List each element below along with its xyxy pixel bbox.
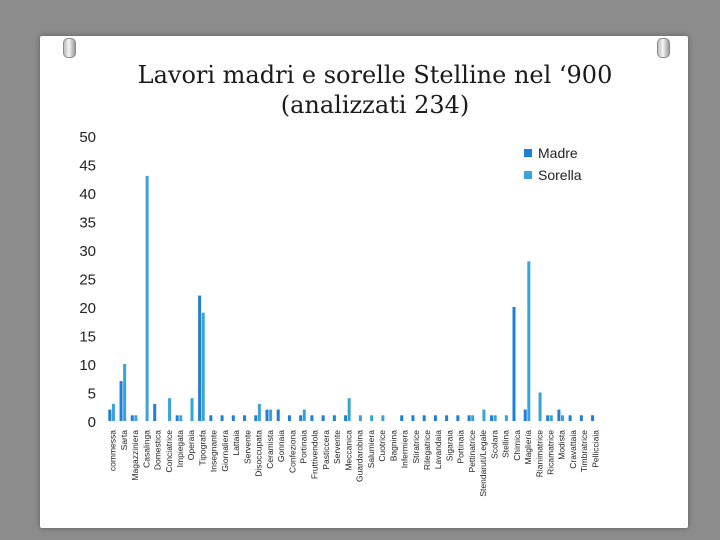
bar-madre-41 [557, 410, 560, 421]
chart-title-line1: Lavori madri e sorelle Stelline nel ‘900 [137, 61, 613, 89]
bar-sorella-15 [269, 410, 272, 421]
x-tick-label: Rianimatrice [534, 430, 545, 478]
x-tick-label: Confeziona [287, 430, 298, 474]
bar-sorella-18 [303, 410, 306, 421]
x-tick-label: Modista [556, 430, 567, 460]
bar-sorella-3 [134, 415, 137, 421]
x-tick-label: Ceramista [264, 430, 275, 469]
bar-madre-31 [445, 415, 448, 421]
bar-madre-28 [411, 415, 414, 421]
bar-madre-11 [221, 415, 224, 421]
bar-madre-20 [322, 415, 325, 421]
x-tick-label: Fruttivendola [309, 430, 320, 480]
legend-label-madre: Madre [538, 145, 578, 161]
bar-sorella-33 [471, 415, 474, 421]
legend-swatch-sorella [524, 171, 532, 179]
bar-madre-2 [120, 381, 123, 421]
y-tick-label: 30 [79, 243, 96, 260]
bar-madre-16 [277, 410, 280, 421]
x-tick-label: Cravattaia [567, 430, 578, 469]
x-tick-label: Casalinga [141, 430, 152, 468]
bar-sorella-35 [494, 415, 497, 421]
x-tick-label: Maglieria [523, 430, 534, 465]
y-tick-label: 15 [79, 328, 96, 346]
y-tick-label: 45 [79, 157, 96, 175]
bar-sorella-1 [112, 404, 115, 421]
bar-madre-17 [288, 415, 291, 421]
x-tick-label: Disoccupata [253, 430, 264, 477]
bar-sorella-36 [505, 415, 508, 421]
x-tick-label: Domestica [152, 430, 163, 471]
bar-sorella-6 [168, 398, 171, 421]
bar-madre-37 [512, 307, 515, 421]
bar-sorella-9 [202, 313, 205, 421]
bar-madre-30 [434, 415, 437, 421]
bar-sorella-39 [539, 393, 542, 422]
x-tick-label: Tipografa [197, 430, 208, 466]
x-tick-label: Timbratrice [579, 430, 590, 473]
bar-madre-35 [490, 415, 493, 421]
x-tick-label: Giornaliera [219, 430, 230, 472]
bar-sorella-23 [359, 415, 362, 421]
x-tick-label: Insegnante [208, 430, 219, 473]
bar-madre-44 [591, 415, 594, 421]
y-tick-label: 50 [79, 129, 96, 146]
bar-madre-32 [456, 415, 459, 421]
bar-madre-7 [176, 415, 179, 421]
bar-madre-18 [299, 415, 302, 421]
bar-madre-9 [198, 296, 201, 421]
x-tick-label: Scolara [489, 430, 500, 459]
bar-madre-27 [400, 415, 403, 421]
bar-madre-40 [546, 415, 549, 421]
bar-sorella-8 [191, 398, 194, 421]
bar-madre-5 [153, 404, 156, 421]
x-tick-label: Pellicciaia [590, 430, 601, 468]
x-tick-label: Impiegata [174, 430, 185, 468]
x-tick-label: Pettinatrice [466, 430, 477, 473]
bar-madre-19 [310, 415, 313, 421]
x-tick-label: Meccanica [343, 430, 354, 471]
y-tick-label: 25 [79, 271, 96, 289]
x-tick-label: Portinaia [455, 430, 466, 464]
bar-madre-42 [569, 415, 572, 421]
x-tick-label: Chimica [511, 430, 522, 461]
y-tick-label: 20 [79, 300, 96, 317]
bar-sorella-22 [348, 398, 351, 421]
legend-swatch-madre [524, 149, 532, 157]
bar-madre-13 [243, 415, 246, 421]
bar-madre-10 [209, 415, 212, 421]
x-tick-label: Operaia [186, 430, 197, 461]
y-tick-label: 40 [79, 186, 96, 203]
bar-sorella-34 [482, 410, 485, 421]
bar-sorella-7 [179, 415, 182, 421]
x-tick-label: Conciatrice [163, 430, 174, 473]
bar-madre-14 [254, 415, 257, 421]
bar-sorella-4 [146, 176, 149, 421]
bar-sorella-24 [370, 415, 373, 421]
bar-sorella-14 [258, 404, 261, 421]
y-tick-label: 35 [79, 214, 96, 232]
x-tick-label: Stiratrice [410, 430, 421, 464]
x-tick-label: Bagnina [388, 430, 399, 462]
y-tick-label: 0 [87, 414, 96, 431]
x-tick-label: Servente [332, 430, 343, 465]
bar-sorella-25 [381, 415, 384, 421]
bar-sorella-40 [550, 415, 553, 421]
bar-madre-15 [265, 410, 268, 421]
bar-madre-1 [108, 410, 111, 421]
x-tick-label: commessa [107, 430, 118, 472]
x-tick-label: Servente [242, 430, 253, 465]
bar-sorella-38 [527, 261, 530, 421]
x-tick-label: Infermiera [399, 430, 410, 469]
y-tick-label: 10 [79, 357, 96, 374]
x-tick-label: Salumiera [365, 430, 376, 469]
x-tick-label: Stendaruti/Legale [478, 430, 489, 497]
bar-madre-43 [580, 415, 583, 421]
x-tick-label: Rilegatrice [421, 430, 432, 471]
x-tick-label: Lavandaia [433, 430, 444, 470]
chart-title-line2: (analizzati 234) [280, 91, 470, 119]
x-tick-label: Portinaia [298, 430, 309, 464]
y-tick-label: 5 [87, 385, 96, 403]
x-tick-label: Sigaraia [444, 430, 455, 462]
x-tick-label: Sarta [118, 430, 129, 451]
bar-sorella-2 [123, 364, 126, 421]
bar-madre-33 [468, 415, 471, 421]
bar-madre-3 [131, 415, 134, 421]
x-tick-label: Ricamatrice [545, 430, 556, 475]
x-tick-label: Stellina [500, 430, 511, 458]
bar-madre-29 [423, 415, 426, 421]
x-tick-label: Cuotrice [377, 430, 388, 462]
bar-madre-21 [333, 415, 336, 421]
x-tick-label: Magazziniera [130, 430, 141, 481]
x-tick-label: Gonnaia [276, 430, 287, 463]
legend-label-sorella: Sorella [538, 167, 582, 183]
bar-madre-12 [232, 415, 235, 421]
x-tick-label: Guardarobina [354, 430, 365, 482]
x-tick-label: Lattaia [231, 430, 242, 456]
x-tick-label: Pasticcera [320, 430, 331, 470]
bar-madre-38 [524, 410, 527, 421]
bar-sorella-41 [561, 415, 564, 421]
bar-madre-22 [344, 415, 347, 421]
